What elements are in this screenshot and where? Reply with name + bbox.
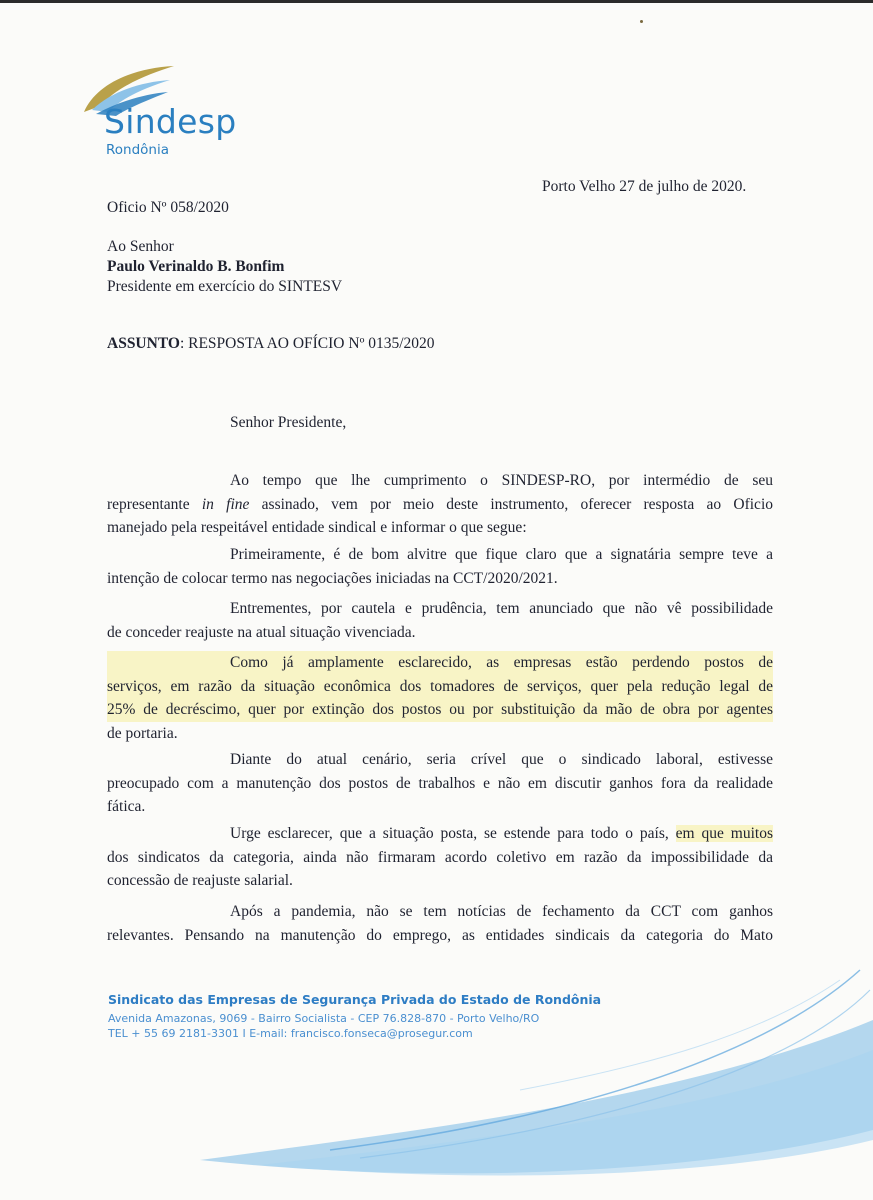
paragraph-line: de portaria. [107, 724, 178, 742]
paragraph-2 [107, 543, 773, 590]
oficio-number: Oficio Nº 058/2020 [107, 199, 229, 216]
paragraph-line: Após a pandemia, não se tem notícias de fechamento da CCT com ganhos [230, 903, 773, 920]
place-date: Porto Velho 27 de julho de 2020. [542, 178, 747, 195]
paragraph-line: 25% de decréscimo, quer por extinção dos postos ou por substituição da mão de obra por agentes [107, 698, 773, 722]
paragraph-line [107, 493, 773, 517]
highlighted-text: em que muitos [675, 825, 773, 842]
recipient-role: Presidente em exercício do SINTESV [107, 278, 343, 295]
paragraph-line: fática. [107, 798, 146, 815]
logo-name: Sindesp [104, 102, 237, 141]
text-run: Urge esclarecer, que a situação posta, se estende para todo o país, [230, 825, 676, 842]
paragraph-line: preocupado com a manutenção dos postos de trabalhos e não em discutir ganhos fora da realidade [107, 774, 773, 792]
text-run: representante [107, 495, 202, 513]
subject-line [107, 333, 435, 355]
text-run: assinado, vem por meio deste instrumento, oferecer resposta ao Oficio [249, 495, 773, 513]
paragraph-line: manejado pela respeitável entidade sindical e informar o que segue: [107, 519, 527, 536]
scan-speck [640, 20, 643, 23]
footer-address: Avenida Amazonas, 9069 - Bairro Socialista - CEP 76.828-870 - Porto Velho/RO [108, 1012, 540, 1025]
paragraph-4 [107, 651, 773, 745]
paragraph-line: Primeiramente, é de bom alvitre que fique claro que a signatária sempre teve a [230, 546, 773, 563]
paragraph-3 [107, 597, 773, 644]
paragraph-line: dos sindicatos da categoria, ainda não firmaram acordo coletivo em razão da impossibilidade da [107, 848, 773, 866]
paragraph-line: de conceder reajuste na atual situação vivenciada. [107, 623, 416, 641]
paragraph-line [107, 822, 773, 846]
paragraph-5 [107, 748, 773, 819]
paragraph-line: relevantes. Pensando na manutenção do emprego, as entidades sindicais da categoria do Mato [107, 926, 773, 944]
paragraph-line: intenção de colocar termo nas negociações iniciadas na CCT/2020/2021. [107, 569, 558, 587]
recipient-name: Paulo Verinaldo B. Bonfim [107, 258, 285, 275]
paragraph-line: concessão de reajuste salarial. [107, 872, 293, 889]
recipient-salutation: Ao Senhor [107, 238, 174, 255]
paragraph-line: Como já amplamente esclarecido, as empresas estão perdendo postos de [107, 651, 773, 675]
paragraph-line: Entrementes, por cautela e prudência, tem anunciado que não vê possibilidade [230, 600, 773, 617]
paragraph-6 [107, 822, 773, 893]
footer-contact: TEL + 55 69 2181-3301 I E-mail: francisco.fonseca@prosegur.com [108, 1027, 473, 1040]
greeting: Senhor Presidente, [230, 414, 347, 431]
footer-organization: Sindicato das Empresas de Segurança Privada do Estado de Rondônia [108, 992, 602, 1007]
sindesp-logo [78, 62, 268, 162]
footer-wave-decoration [0, 940, 873, 1200]
subject-label: ASSUNTO [107, 335, 180, 352]
paragraph-1 [107, 469, 773, 540]
italic-text: in fine [201, 495, 250, 513]
scan-top-edge [0, 0, 873, 3]
paragraph-line: Diante do atual cenário, seria crível que o sindicado laboral, estivesse [230, 751, 773, 768]
paragraph-line: Ao tempo que lhe cumprimento o SINDESP-RO, por intermédio de seu [230, 472, 773, 489]
paragraph-line: serviços, em razão da situação econômica dos tomadores de serviços, quer pela redução legal de [107, 675, 773, 699]
logo-subtitle: Rondônia [106, 142, 169, 158]
subject-text: : RESPOSTA AO OFÍCIO Nº 0135/2020 [179, 335, 435, 352]
